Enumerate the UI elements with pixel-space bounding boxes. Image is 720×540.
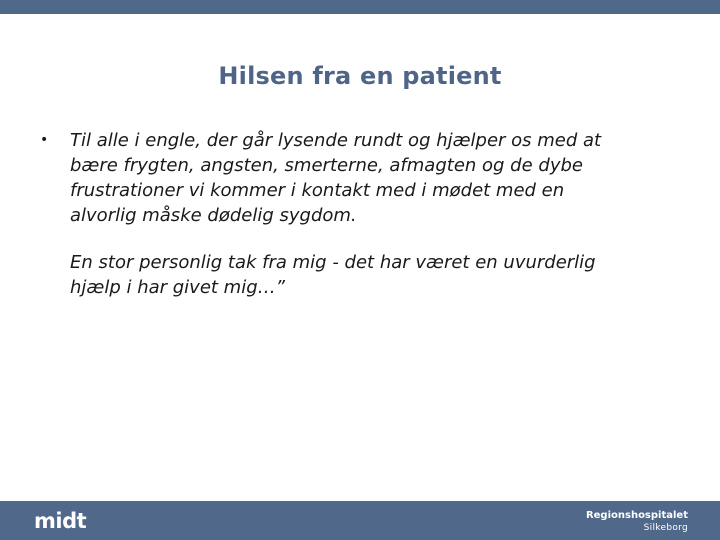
quote-paragraph-2: En stor personlig tak fra mig - det har været en uvurderlig hjælp i har givet mig…”: [70, 252, 596, 298]
organization-block: [586, 509, 688, 534]
organization-location: Silkeborg: [643, 523, 688, 533]
top-band: [0, 0, 720, 14]
slide-body: [40, 128, 700, 300]
slide-title: Hilsen fra en patient: [218, 62, 502, 90]
bullet-marker: •: [40, 132, 49, 148]
organization-name: Regionshospitalet: [585, 510, 688, 521]
quote-paragraph-1: Til alle i engle, der går lysende rundt og hjælper os med at bære frygten, angsten, smerterne, afmagten og de dybe frustrationer vi kommer i kontakt med i mødet med en alvorlig måske dødelig sygdom.: [70, 130, 602, 226]
midt-logo: midt: [34, 509, 87, 533]
bullet-continuation: [40, 250, 700, 300]
bullet-item: [40, 128, 700, 228]
footer-band: [0, 501, 720, 540]
